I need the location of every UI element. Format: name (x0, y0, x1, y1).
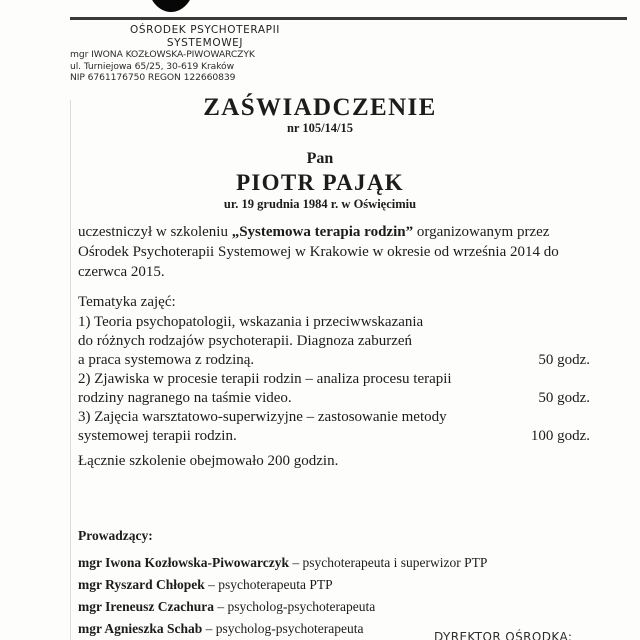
topics-heading: Tematyka zajęć: (78, 294, 176, 310)
topic-line (78, 351, 590, 370)
instructor-role: – psycholog-psychoterapeuta (213, 599, 376, 614)
letterhead-org-line2: SYSTEMOWEJ (166, 36, 244, 49)
intro-paragraph (78, 222, 583, 282)
topic-text: 1) Teoria psychopatologii, wskazania i przeciwwskazania (78, 314, 424, 330)
document-number: nr 105/14/15 (286, 121, 354, 135)
recipient-name: PIOTR PAJĄK (236, 170, 404, 195)
recipient-birth-details: ur. 19 grudnia 1984 r. w Oświęcimiu (223, 197, 417, 211)
topic-hours: 50 godz. (538, 352, 590, 368)
instructor-name: mgr Agnieszka Schab (78, 621, 203, 636)
instructor-name: mgr Ireneusz Czachura (78, 599, 214, 614)
instructor-line (78, 552, 548, 574)
director-signature-label: DYREKTOR OŚRODKA: (434, 630, 573, 640)
instructor-role: – psycholog-psychoterapeuta (202, 621, 364, 636)
course-title: „Systemowa terapia rodzin” (231, 224, 414, 240)
topic-text: rodziny nagranego na taśmie video. (78, 390, 292, 406)
topic-line (78, 332, 590, 351)
instructor-role: – psychoterapeuta PTP (204, 577, 333, 592)
topic-text: a praca systemowa z rodziną. (78, 352, 255, 368)
instructor-line (78, 596, 548, 618)
topic-hours: 50 godz. (538, 390, 590, 406)
instructor-line (78, 574, 548, 596)
page-title: ZAŚWIADCZENIE (203, 94, 437, 121)
topics-list (78, 313, 590, 446)
letterhead-address: ul. Turniejowa 65/25, 30-619 Kraków (70, 60, 234, 72)
instructor-name: mgr Ryszard Chłopek (78, 577, 205, 592)
topic-text: 3) Zajęcia warsztatowo-superwizyjne – zastosowanie metody (78, 409, 447, 425)
topic-line (78, 427, 590, 446)
recipient-salutation: Pan (306, 150, 334, 167)
instructors-list (78, 552, 548, 640)
instructors-heading: Prowadzący: (78, 528, 153, 543)
topic-hours: 100 godz. (530, 428, 590, 444)
scan-artifact-blob-icon (148, 0, 194, 12)
total-hours-line: Łącznie szkolenie obejmowało 200 godzin. (78, 453, 339, 469)
topic-line (78, 370, 590, 389)
topic-line (78, 408, 590, 427)
intro-text-after: organizowanym przez Ośrodek Psychoterapii Systemowej w Krakowie w okresie od września 2014 do czerwca 2015. (78, 224, 559, 280)
instructor-name: mgr Iwona Kozłowska-Piwowarczyk (78, 555, 289, 570)
topic-text: do różnych rodzajów psychoterapii. Diagnoza zaburzeń (78, 333, 413, 349)
header-divider (70, 17, 627, 20)
instructor-role: – psychoterapeuta i superwizor PTP (289, 555, 488, 570)
topic-line (78, 389, 590, 408)
letterhead-tax-ids: NIP 6761176750 REGON 122660839 (70, 72, 236, 84)
topic-text: 2) Zjawiska w procesie terapii rodzin – analiza procesu terapii (78, 371, 452, 387)
letterhead-owner: mgr IWONA KOZŁOWSKA-PIWOWARCZYK (70, 49, 255, 60)
letterhead (70, 24, 340, 84)
topic-line (78, 313, 590, 332)
intro-text-before: uczestniczył w szkoleniu (78, 224, 232, 240)
topic-text: systemowej terapii rodzin. (78, 428, 237, 444)
letterhead-org-line1: OŚRODEK PSYCHOTERAPII (130, 24, 280, 36)
